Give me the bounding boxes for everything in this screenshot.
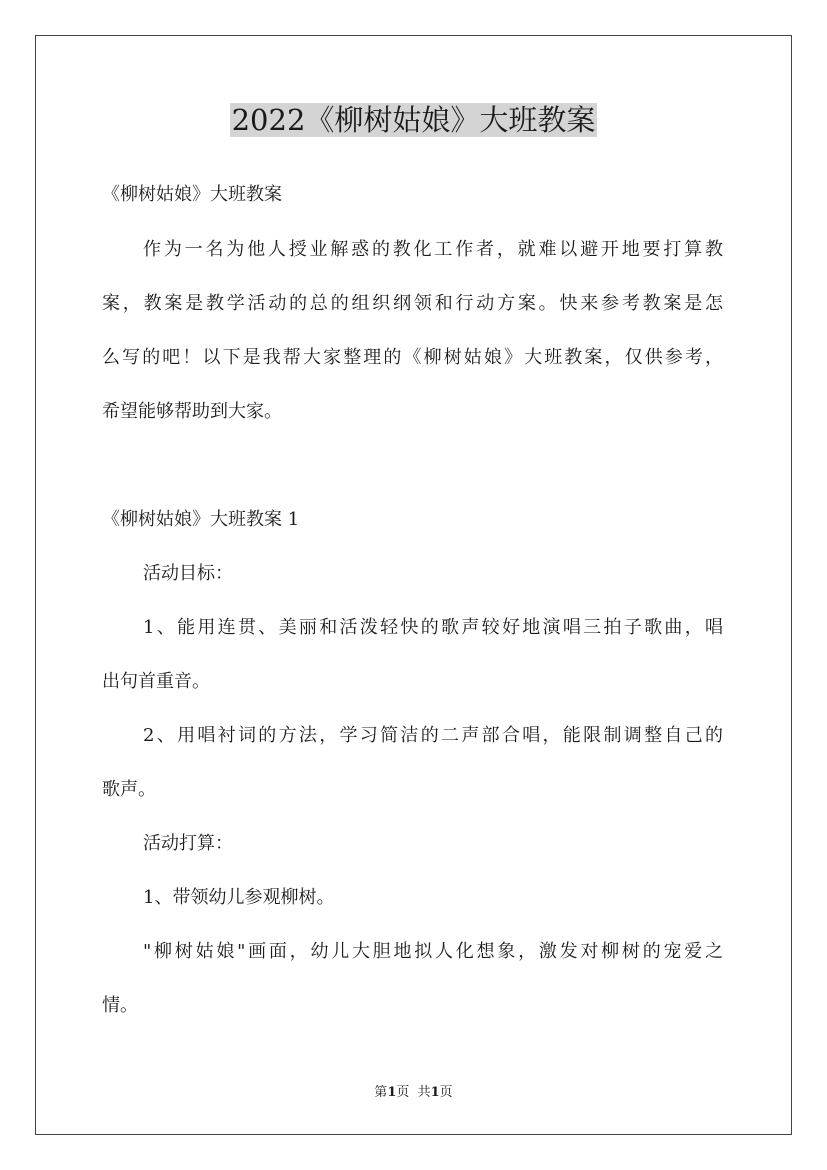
- footer-page-number: 1: [387, 1085, 397, 1100]
- goal1-line-2: 出句首重音。: [102, 671, 210, 692]
- goal1-line-1: 1、能用连贯、美丽和活泼轻快的歌声较好地演唱三拍子歌曲，唱: [143, 617, 723, 638]
- plan2-line-1: "柳树姑娘"画面，幼儿大胆地拟人化想象，激发对柳树的宠爱之: [143, 941, 723, 962]
- goal2-line-1: 2、用唱衬词的方法，学习简洁的二声部合唱，能限制调整自己的: [143, 725, 723, 746]
- plan2-line-2: 情。: [102, 995, 138, 1016]
- intro-line-4: 希望能够帮助到大家。: [102, 401, 282, 422]
- intro-line-3: 么写的吧！以下是我帮大家整理的《柳树姑娘》大班教案，仅供参考，: [102, 347, 723, 368]
- intro-line-1: 作为一名为他人授业解惑的教化工作者，就难以避开地要打算教: [143, 239, 723, 260]
- plan-heading: 活动打算：: [143, 833, 233, 854]
- goal2-line-2: 歌声。: [102, 779, 156, 800]
- footer-page-prefix: 第: [374, 1085, 388, 1100]
- section-heading: 《柳树姑娘》大班教案 1: [102, 509, 300, 530]
- footer-total-pages: 1: [430, 1085, 440, 1100]
- document-title-text: 2022《柳树姑娘》大班教案: [231, 103, 596, 137]
- page-footer: [0, 1085, 827, 1101]
- plan1-line: 1、带领幼儿参观柳树。: [143, 887, 335, 908]
- intro-line-2: 案，教案是教学活动的总的组织纲领和行动方案。快来参考教案是怎: [102, 293, 723, 314]
- footer-total-suffix: 页: [439, 1085, 453, 1100]
- goal-heading: 活动目标：: [143, 563, 233, 584]
- document-subtitle: 《柳树姑娘》大班教案: [102, 184, 282, 205]
- document-title: [0, 100, 827, 140]
- footer-page-suffix: 页 共: [396, 1085, 431, 1100]
